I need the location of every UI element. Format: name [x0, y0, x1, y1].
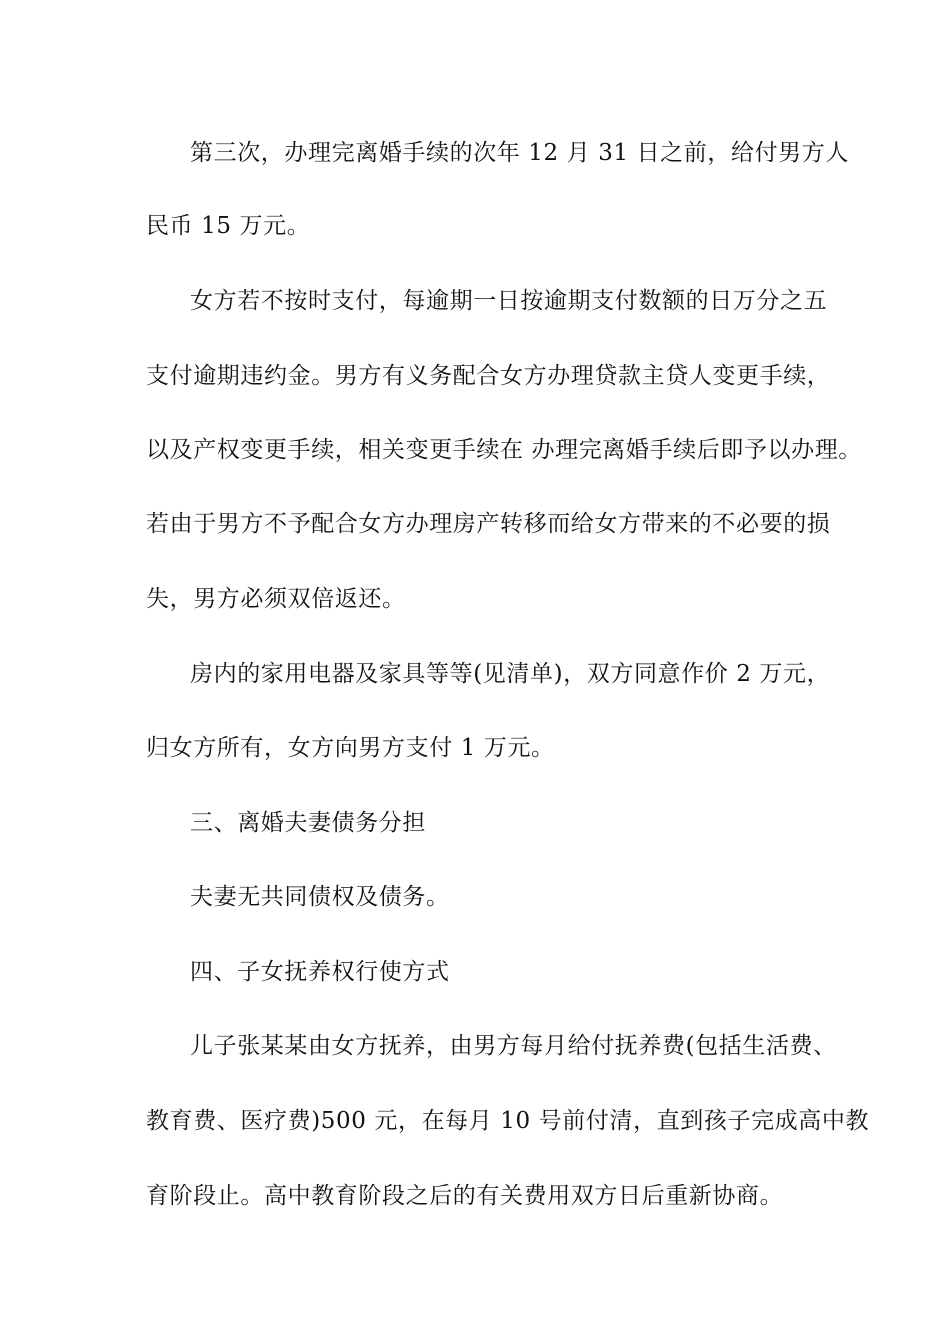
text-line: 第三次，办理完离婚手续的次年 12 月 31 日之前，给付男方人: [190, 140, 849, 166]
text-line: 支付逾期违约金。男方有义务配合女方办理贷款主贷人变更手续，: [146, 363, 831, 389]
text-line: 房内的家用电器及家具等等(见清单)，双方同意作价 2 万元，: [190, 661, 831, 687]
text-line: 夫妻无共同债权及债务。: [190, 884, 450, 910]
text-line: 归女方所有，女方向男方支付 1 万元。: [146, 735, 555, 761]
section-heading: 三、离婚夫妻债务分担: [190, 810, 426, 836]
text-line: 育阶段止。高中教育阶段之后的有关费用双方日后重新协商。: [146, 1183, 784, 1209]
text-line: 若由于男方不予配合女方办理房产转移而给女方带来的不必要的损: [146, 511, 831, 537]
text-line: 失，男方必须双倍返还。: [146, 586, 406, 612]
text-line: 女方若不按时支付，每逾期一日按逾期支付数额的日万分之五: [190, 288, 828, 314]
text-line: 教育费、医疗费)500 元，在每月 10 号前付清，直到孩子完成高中教: [146, 1108, 870, 1134]
section-heading: 四、子女抚养权行使方式: [190, 959, 450, 985]
text-line: 民币 15 万元。: [146, 213, 311, 239]
text-line: 儿子张某某由女方抚养，由男方每月给付抚养费(包括生活费、: [190, 1033, 837, 1059]
text-line: 以及产权变更手续，相关变更手续在 办理完离婚手续后即予以办理。: [146, 437, 862, 463]
